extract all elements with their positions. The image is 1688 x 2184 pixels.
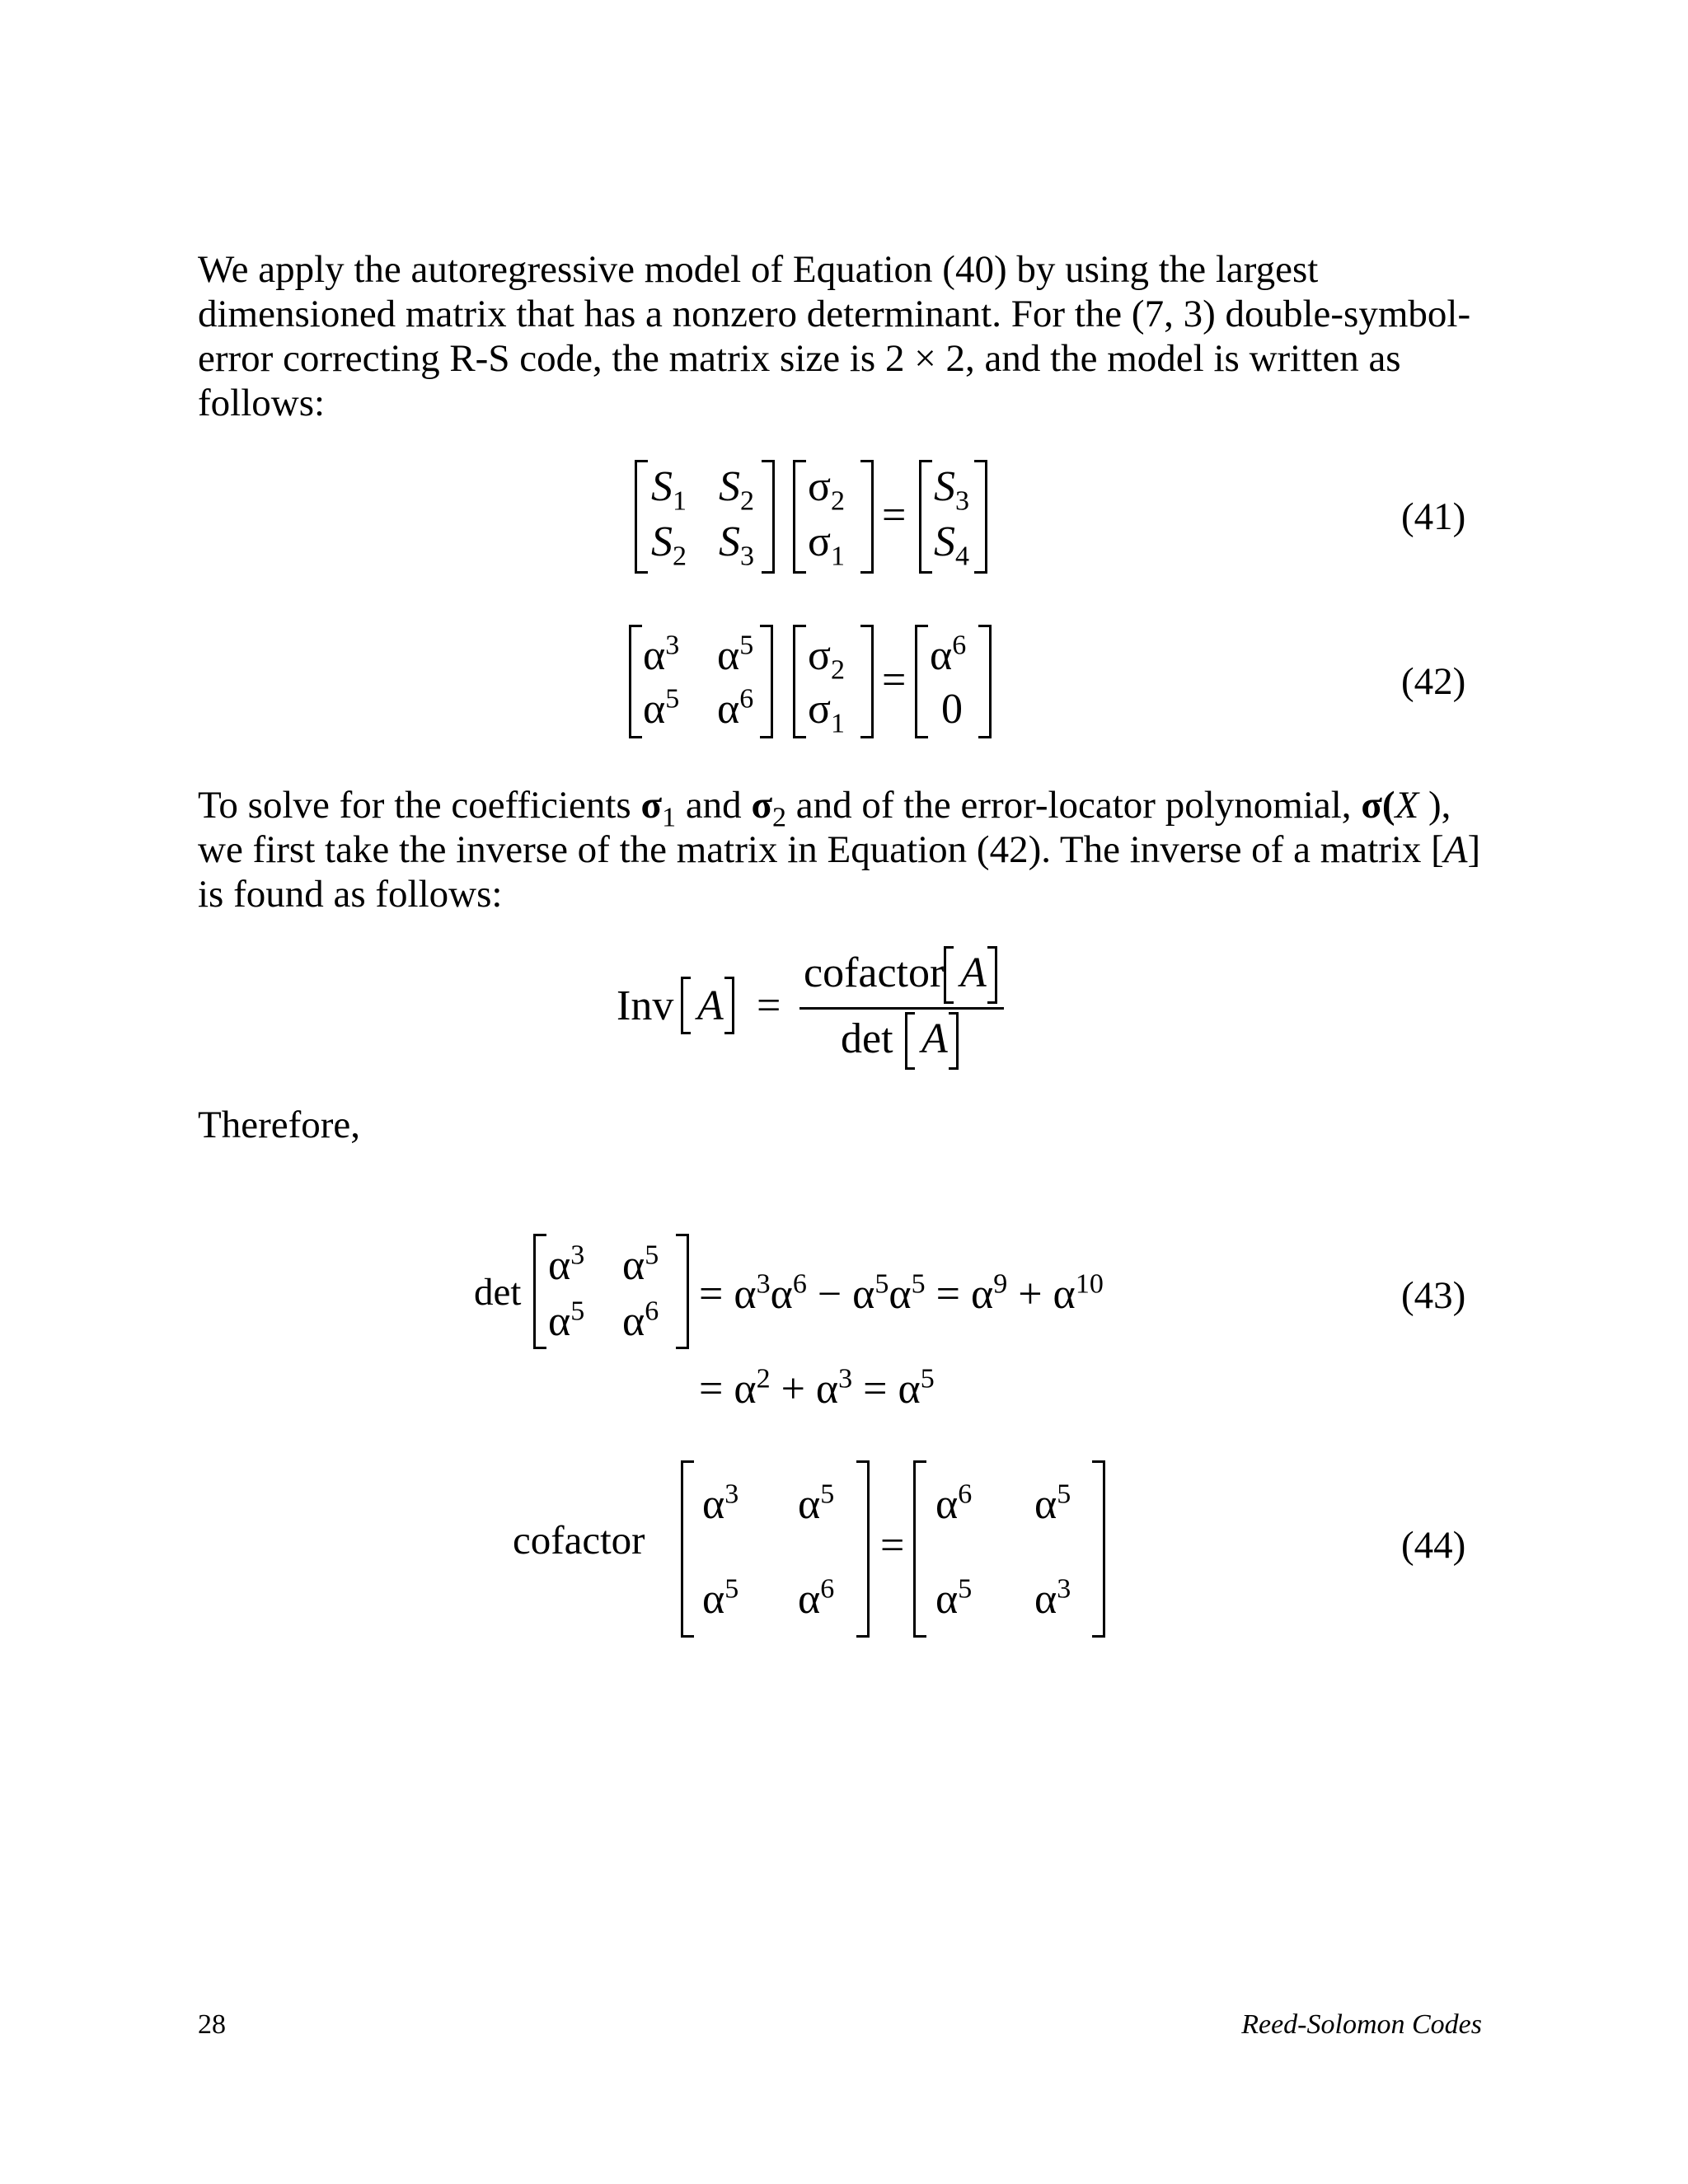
paragraph-intro: We apply the autoregressive model of Equation (40) by using the largest dimensioned matrix that has a nonzero determinant. For the (7, 3) double-symbol-error correcting R-S code, the matrix size is 2 × 2, and the model is written as follows: [198,248,1471,424]
equation-number-43: (43) [1401,1274,1466,1317]
page-number: 28 [198,2009,226,2040]
equation-number-42: (42) [1401,660,1466,703]
running-footer-title: Reed-Solomon Codes [1241,2009,1482,2040]
equation-number-41: (41) [1401,495,1466,538]
paragraph-inverse: To solve for the coefficients $\sigma_1$ and $\sigma_2$ and of the error-locator polynomial, σ(X ), we first take the inverse of the matrix in Equation (42). The inverse of a matrix [A] is found as follows: [198,784,1481,916]
equation-number-44: (44) [1401,1524,1466,1567]
paragraph-therefore: Therefore, [198,1104,360,1146]
